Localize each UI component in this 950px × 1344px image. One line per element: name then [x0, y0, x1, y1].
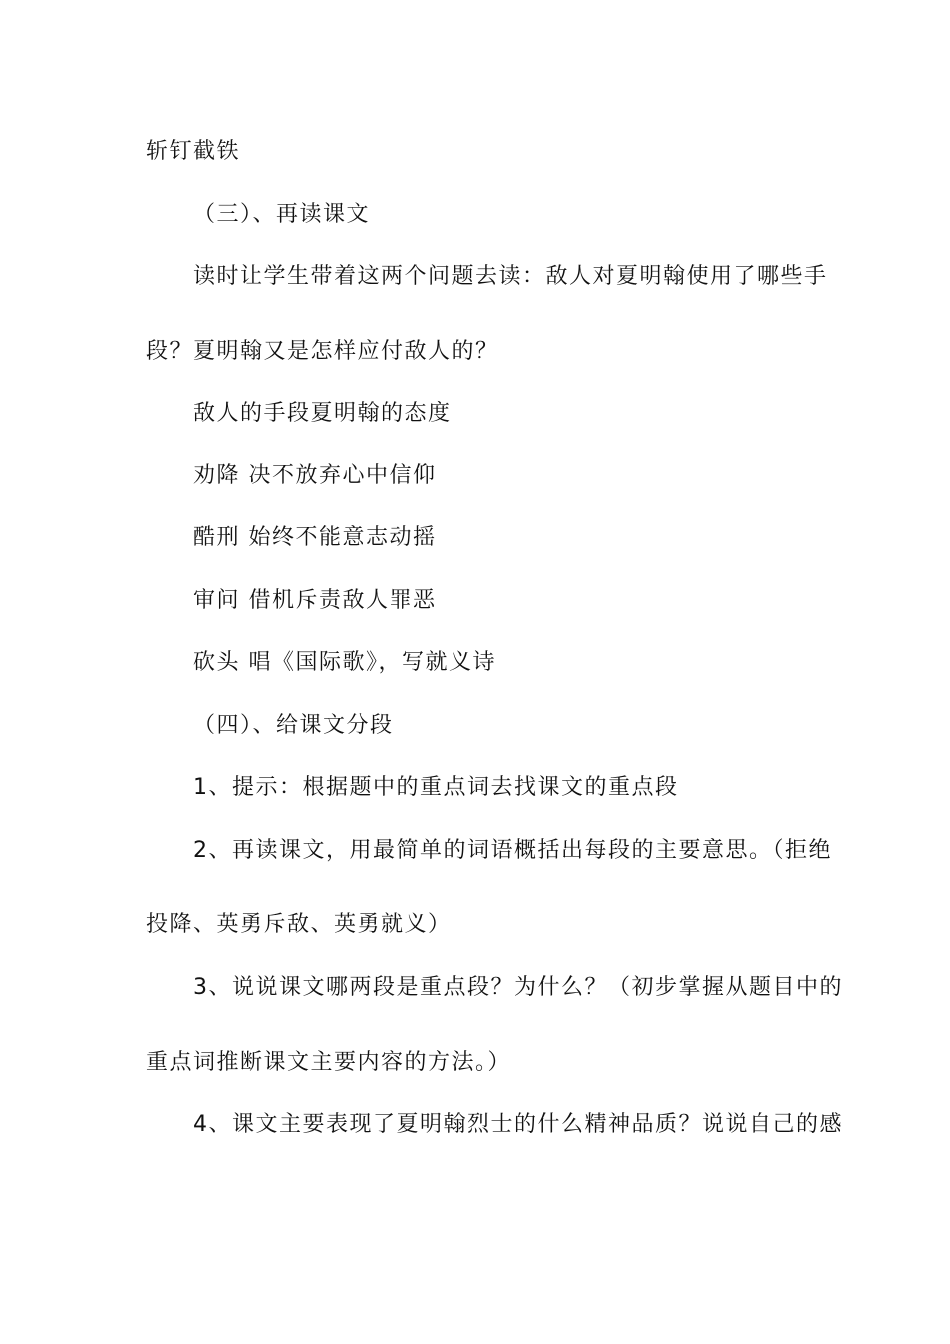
list-item: 劝降 决不放弃心中信仰 [193, 463, 437, 488]
numbered-item: 1、提示：根据题中的重点词去找课文的重点段 [193, 775, 679, 800]
numbered-item: 2、再读课文，用最简单的词语概括出每段的主要意思。（拒绝 [193, 838, 832, 863]
list-item: 审问 借机斥责敌人罪恶 [193, 588, 437, 613]
paragraph-line: 段？夏明翰又是怎样应付敌人的？ [146, 339, 499, 364]
paragraph-line: 重点词推断课文主要内容的方法。） [146, 1050, 512, 1075]
table-header-line: 敌人的手段夏明翰的态度 [193, 401, 452, 426]
list-item: 砍头 唱《国际歌》，写就义诗 [193, 650, 496, 675]
numbered-item: 4、课文主要表现了夏明翰烈士的什么精神品质？说说自己的感 [193, 1112, 843, 1137]
section-heading-4: （四）、给课文分段 [193, 713, 394, 738]
list-item: 酷刑 始终不能意志动摇 [193, 525, 437, 550]
numbered-item: 3、说说课文哪两段是重点段？为什么？（初步掌握从题目中的 [193, 975, 843, 1000]
section-heading-3: （三）、再读课文 [193, 202, 371, 227]
paragraph-line: 投降、英勇斥敌、英勇就义） [146, 912, 452, 937]
paragraph-line: 读时让学生带着这两个问题去读：敌人对夏明翰使用了哪些手 [193, 264, 828, 289]
text-line-idiom: 斩钉截铁 [146, 139, 241, 164]
